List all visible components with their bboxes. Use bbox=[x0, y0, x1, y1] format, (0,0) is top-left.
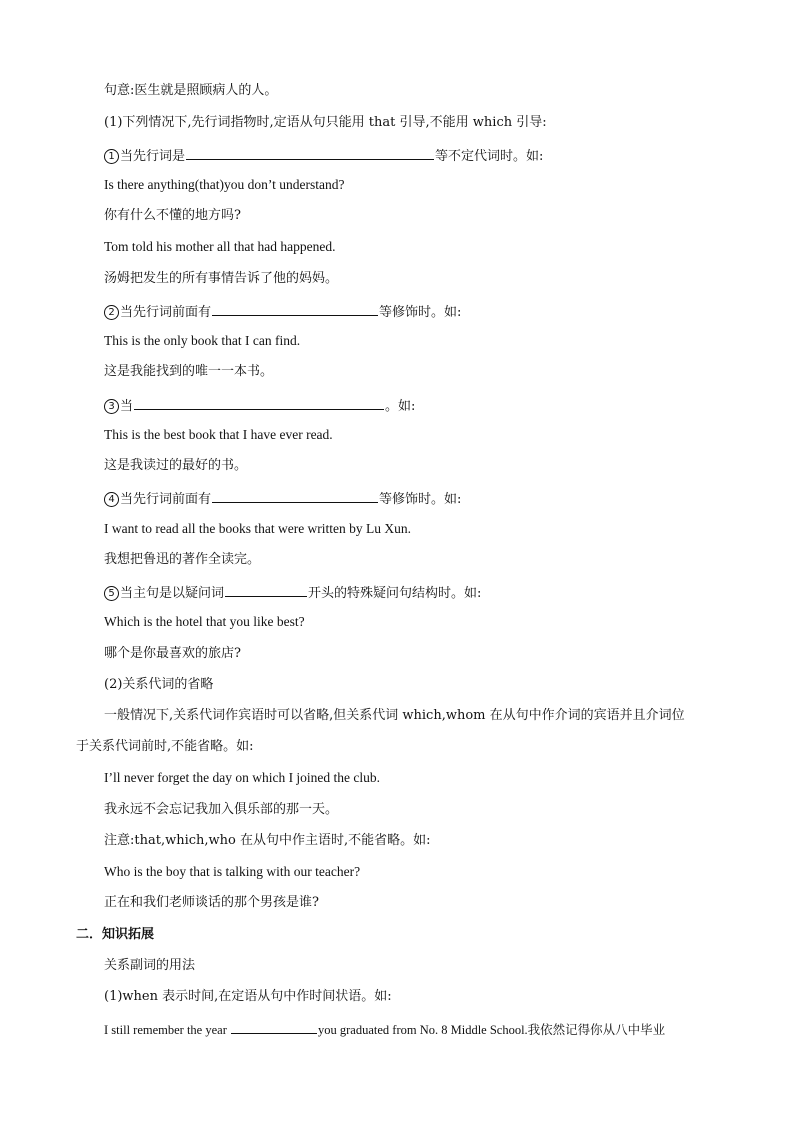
rule-item-2 bbox=[104, 301, 461, 322]
text-line: 于关系代词前时,不能省略。如: bbox=[76, 739, 254, 754]
translation: 汤姆把发生的所有事情告诉了他的妈妈。 bbox=[104, 271, 339, 286]
sentence-part: you graduated from No. 8 Middle School.我依然记得你从八中毕业 bbox=[318, 1023, 666, 1037]
rule-item-3 bbox=[104, 395, 415, 416]
circled-number: 3 bbox=[104, 399, 119, 414]
rule-item-5 bbox=[104, 582, 481, 603]
rule-text: 等修饰时。如: bbox=[379, 492, 462, 507]
circled-number: 2 bbox=[104, 305, 119, 320]
translation: 这是我读过的最好的书。 bbox=[104, 458, 248, 473]
rule-text: 等不定代词时。如: bbox=[435, 149, 544, 164]
example-sentence: Tom told his mother all that had happened. bbox=[104, 239, 336, 254]
text-line: (1)when 表示时间,在定语从句中作时间状语。如: bbox=[104, 989, 392, 1004]
translation: 你有什么不懂的地方吗? bbox=[104, 208, 241, 223]
circled-number: 4 bbox=[104, 492, 119, 507]
circled-number: 1 bbox=[104, 149, 119, 164]
translation: 我想把鲁迅的著作全读完。 bbox=[104, 552, 261, 567]
section-subtitle: 关系副词的用法 bbox=[104, 958, 196, 973]
rule-text: 当先行词前面有 bbox=[120, 492, 212, 507]
text-line: 句意:医生就是照顾病人的人。 bbox=[104, 83, 278, 98]
fill-blank[interactable] bbox=[225, 582, 307, 597]
example-sentence-with-blank bbox=[104, 1019, 665, 1039]
rule-text: 当先行词是 bbox=[120, 149, 186, 164]
text-line: (1)下列情况下,先行词指物时,定语从句只能用 that 引导,不能用 which 引导: bbox=[104, 115, 547, 130]
circled-number: 5 bbox=[104, 586, 119, 601]
rule-text: 当 bbox=[120, 399, 134, 414]
rule-text: 当主句是以疑问词 bbox=[120, 586, 225, 601]
example-sentence: This is the best book that I have ever read. bbox=[104, 427, 333, 442]
fill-blank[interactable] bbox=[134, 395, 384, 410]
rule-item-1 bbox=[104, 145, 543, 166]
example-sentence: Which is the hotel that you like best? bbox=[104, 614, 305, 629]
example-sentence: I’ll never forget the day on which I joined the club. bbox=[104, 770, 381, 785]
rule-text: 等修饰时。如: bbox=[379, 305, 462, 320]
rule-text: 开头的特殊疑问句结构时。如: bbox=[308, 586, 482, 601]
example-sentence: I want to read all the books that were written by Lu Xun. bbox=[104, 521, 412, 536]
text-line: 注意:that,which,who 在从句中作主语时,不能省略。如: bbox=[104, 833, 431, 848]
sentence-part: I still remember the year bbox=[104, 1023, 227, 1037]
section-heading: 二．知识拓展 bbox=[76, 927, 155, 942]
translation: 我永远不会忘记我加入俱乐部的那一天。 bbox=[104, 802, 339, 817]
fill-blank[interactable] bbox=[212, 488, 378, 503]
translation: 这是我能找到的唯一一本书。 bbox=[104, 364, 274, 379]
translation: 正在和我们老师谈话的那个男孩是谁? bbox=[104, 895, 319, 910]
translation: 哪个是你最喜欢的旅店? bbox=[104, 646, 241, 661]
fill-blank[interactable] bbox=[212, 301, 378, 316]
example-sentence: This is the only book that I can find. bbox=[104, 333, 301, 348]
section-subtitle: (2)关系代词的省略 bbox=[104, 677, 214, 692]
text-line: 一般情况下,关系代词作宾语时可以省略,但关系代词 which,whom 在从句中作介词的宾语并且介词位 bbox=[104, 708, 685, 723]
example-sentence: Who is the boy that is talking with our teacher? bbox=[104, 864, 361, 879]
fill-blank[interactable] bbox=[186, 145, 434, 160]
rule-text: 当先行词前面有 bbox=[120, 305, 212, 320]
fill-blank[interactable] bbox=[231, 1019, 317, 1034]
rule-text: 。如: bbox=[385, 399, 416, 414]
example-sentence: Is there anything(that)you don’t understand? bbox=[104, 177, 345, 192]
rule-item-4 bbox=[104, 488, 461, 509]
